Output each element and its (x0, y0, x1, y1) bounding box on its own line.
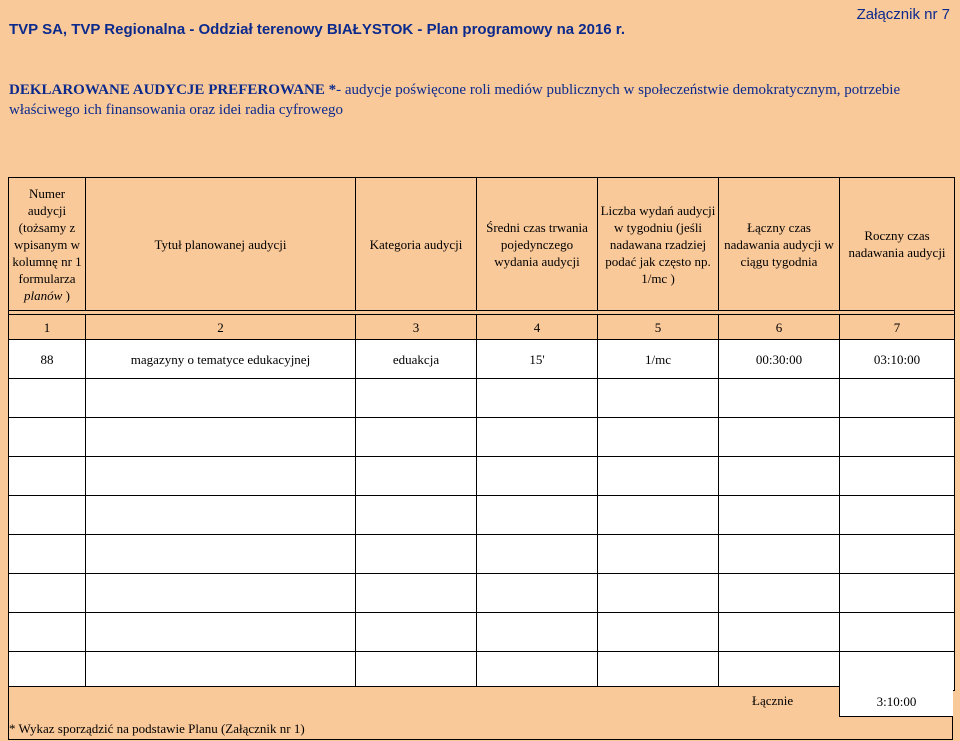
table-row-empty (9, 613, 955, 652)
cell-number[interactable]: 88 (9, 340, 86, 379)
table-row-empty (9, 574, 955, 613)
table-row-empty (9, 496, 955, 535)
column-number: 1 (9, 315, 86, 340)
column-header-weekly-count: Liczba wydań audycji w tygodniu (jeśli nadawana rzadziej podać jak często np. 1/mc ) (598, 178, 719, 311)
column-header-title: Tytuł planowanej audycji (86, 178, 356, 311)
column-header-yearly-total: Roczny czas nadawania audycji (840, 178, 955, 311)
footnote: * Wykaz sporządzić na podstawie Planu (Załącznik nr 1) (9, 721, 305, 736)
column-header-number: Numer audycji (tożsamy z wpisanym w kolumnę nr 1 formularza planów ) (9, 178, 86, 311)
column-number: 3 (356, 315, 477, 340)
declaration-text (9, 80, 954, 120)
column-number: 5 (598, 315, 719, 340)
table-row-empty (9, 457, 955, 496)
column-header-weekly-total: Łączny czas nadawania audycji w ciągu tygodnia (719, 178, 840, 311)
column-number: 4 (477, 315, 598, 340)
cell-weekly-total[interactable]: 00:30:00 (719, 340, 840, 379)
page-title: TVP SA, TVP Regionalna - Oddział terenowy BIAŁYSTOK - Plan programowy na 2016 r. (9, 21, 625, 38)
column-number-row (9, 315, 955, 340)
declaration-description: - audycje poświęcone roli mediów publicznych w społeczeństwie demokratycznym, potrzebie właściwego ich finansowania oraz idei radia cyfrowego (9, 82, 901, 118)
table-row-empty (9, 535, 955, 574)
cell-title[interactable]: magazyny o tematyce edukacyjnej (86, 340, 356, 379)
attachment-label: Załącznik nr 7 (856, 6, 950, 23)
header-row (9, 178, 955, 311)
table-row-empty (9, 379, 955, 418)
column-header-italic: planów (24, 287, 63, 303)
column-number: 6 (719, 315, 840, 340)
total-value[interactable]: 3:10:00 (839, 686, 953, 717)
cell-avg-duration[interactable]: 15' (477, 340, 598, 379)
table-row (9, 340, 955, 379)
column-number: 7 (840, 315, 955, 340)
column-number: 2 (86, 315, 356, 340)
declaration-heading: DEKLAROWANE AUDYCJE PREFEROWANE * (9, 82, 337, 98)
column-header-category: Kategoria audycji (356, 178, 477, 311)
table-row-empty (9, 418, 955, 457)
cell-weekly-count[interactable]: 1/mc (598, 340, 719, 379)
cell-yearly-total[interactable]: 03:10:00 (840, 340, 955, 379)
cell-category[interactable]: eduakcja (356, 340, 477, 379)
broadcast-table (8, 177, 955, 691)
table-row-empty (9, 652, 955, 691)
column-header-avg-duration: Średni czas trwania pojedynczego wydania audycji (477, 178, 598, 311)
total-label: Łącznie (752, 693, 794, 708)
